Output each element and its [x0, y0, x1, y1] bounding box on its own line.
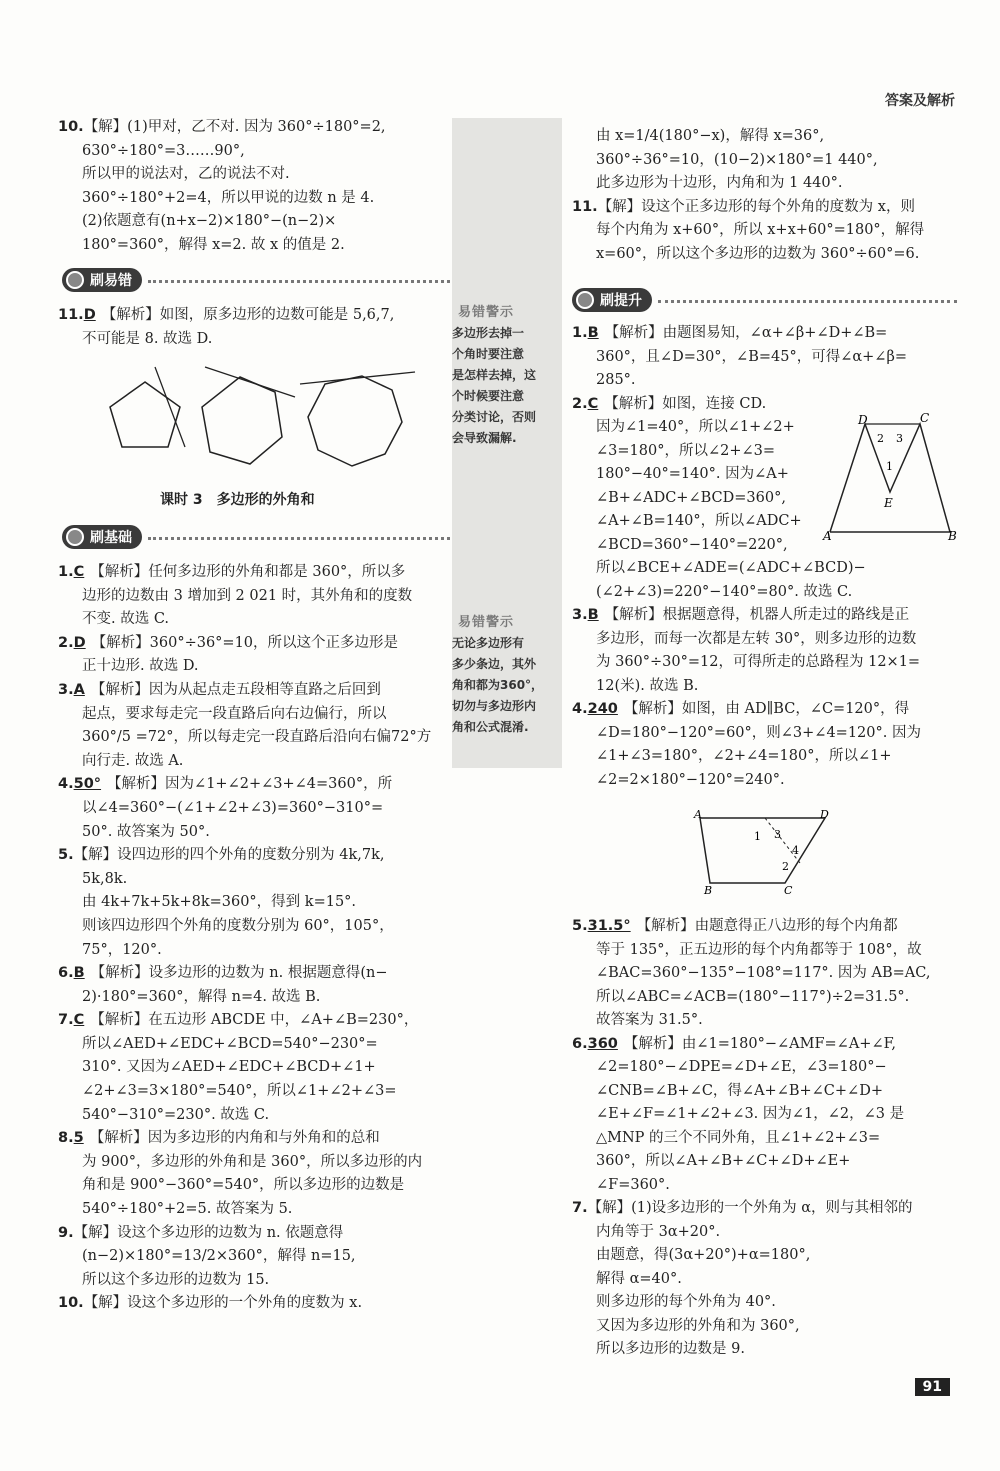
left-jichu-block	[58, 561, 448, 1316]
line-text: 为 360°÷30°=12，可得所走的总路程为 12×1=	[596, 654, 921, 670]
item-number: 6.	[58, 965, 74, 982]
section-jichu	[62, 524, 450, 550]
text-line	[58, 797, 448, 821]
line-text: x=60°，所以这个多边形的边数为 360°÷60°=6.	[596, 245, 920, 262]
angle-2: 2	[782, 860, 789, 873]
text-line	[572, 369, 962, 393]
text-line	[572, 915, 962, 939]
right-tisheng-block	[572, 322, 962, 792]
text-line	[58, 703, 448, 727]
text-line	[58, 1269, 448, 1293]
text-line	[58, 1245, 448, 1269]
line-text: ∠3=180°，所以∠2+∠3=	[596, 442, 775, 459]
answer-choice: C	[587, 395, 599, 412]
label-e: E	[884, 496, 893, 510]
answer-choice: B	[587, 607, 599, 623]
line-text: 不变. 故选 C.	[82, 611, 170, 628]
item-number: 10.	[58, 119, 84, 135]
line-text: 【解】设这个正多边形的每个外角的度数为 x，则	[597, 198, 915, 215]
text-line	[572, 962, 962, 986]
polygon-figure	[100, 362, 430, 482]
line-text: 所以多边形的边数是 9.	[596, 1341, 745, 1357]
answer-choice: C	[73, 1012, 85, 1029]
label-a: A	[823, 529, 832, 542]
item-number: 9.	[58, 1224, 74, 1241]
line-text: 以∠4=360°−(∠1+∠2+∠3)=360°−310°=	[82, 799, 384, 816]
text-line	[572, 722, 962, 746]
section-label: 刷提升	[572, 288, 652, 312]
line-text: 【解】(1)甲对，乙不对. 因为 360°÷180°=2,	[83, 119, 386, 135]
line-text: 为 900°，多边形的外角和是 360°，所以多边形的内	[82, 1153, 423, 1170]
text-line	[58, 328, 448, 352]
line-text: 由 4k+7k+5k+8k=360°，得到 k=15°.	[82, 894, 357, 911]
text-line	[572, 1103, 962, 1127]
divider	[148, 280, 450, 283]
text-line	[572, 1221, 962, 1245]
line-text: 所以甲的说法对，乙的说法不对.	[82, 166, 290, 182]
line-text: (∠2+∠3)=220°−140°=80°. 故选 C.	[596, 583, 853, 600]
text-line	[572, 581, 962, 605]
side-note-line: 角和都为360°，	[452, 678, 544, 692]
text-line	[58, 655, 448, 679]
text-line	[572, 1127, 962, 1151]
page-number: 91	[915, 1378, 950, 1396]
line-text: 310°. 又因为∠AED+∠EDC+∠BCD+∠1+	[82, 1059, 376, 1076]
line-text: 多边形，而每一次都是左转 30°，则多边形的边数	[596, 630, 917, 647]
line-text: 边形的边数由 3 增加到 2 021 时，其外角和的度数	[82, 587, 413, 604]
text-line	[58, 679, 448, 703]
answer-choice: C	[73, 564, 85, 580]
text-line	[572, 628, 962, 652]
side-note-line: 个角时要注意	[452, 347, 525, 361]
text-line	[572, 322, 962, 346]
text-line	[572, 172, 962, 196]
line-text: ∠2=180°−∠DPE=∠D+∠E，∠3=180°−	[596, 1059, 887, 1075]
text-line	[58, 163, 448, 187]
text-line	[58, 1033, 448, 1057]
text-line	[572, 1009, 962, 1033]
line-text: 50°. 故答案为 50°.	[82, 823, 210, 840]
side-note-1	[452, 302, 562, 449]
line-text: 因为∠1=40°，所以∠1+∠2+	[596, 419, 795, 435]
line-text: 630°÷180°=3……90°,	[82, 142, 245, 159]
line-text: 285°.	[596, 372, 636, 388]
item-number: 11.	[58, 307, 84, 323]
label-b: B	[948, 529, 957, 542]
section-tisheng	[572, 287, 957, 313]
section-label: 刷基础	[62, 525, 142, 549]
line-text: 【解】设四边形的四个外角的度数分别为 4k,7k,	[73, 847, 385, 864]
text-line	[58, 868, 448, 892]
answer-choice: B	[73, 965, 85, 982]
angle-1: 1	[886, 460, 893, 473]
warning-tag: 易错警示	[458, 305, 515, 320]
text-line	[58, 116, 448, 140]
line-text: 由 x=1/4(180°−x)，解得 x=36°,	[596, 128, 825, 144]
answer-choice: D	[83, 307, 96, 323]
text-line	[58, 962, 448, 986]
line-text: 由题意，得(3α+20°)+α=180°,	[596, 1247, 811, 1263]
line-text: (n−2)×180°=13/2×360°，解得 n=15,	[82, 1248, 356, 1265]
left-top-block	[58, 116, 448, 257]
side-note-line: 是怎样去掉，这	[452, 368, 537, 382]
line-text: 不可能是 8. 故选 D.	[82, 330, 213, 347]
text-line	[572, 1244, 962, 1268]
item-number: 4.	[572, 701, 588, 717]
side-note-line: 角和公式混淆.	[452, 720, 529, 734]
answer-choice: B	[587, 325, 599, 341]
text-line	[572, 1315, 962, 1339]
label-d: D	[820, 808, 829, 821]
text-line	[572, 1174, 962, 1198]
text-line	[572, 986, 962, 1010]
text-line	[58, 1080, 448, 1104]
text-line	[58, 140, 448, 164]
item-number: 4.	[58, 776, 74, 793]
line-text: ∠D=180°−120°=60°，则∠3+∠4=120°. 因为	[596, 724, 921, 741]
text-line	[58, 1151, 448, 1175]
line-text: 所以∠BCE+∠ADE=(∠ADC+∠BCD)−	[596, 560, 866, 576]
line-text: ∠B+∠ADC+∠BCD=360°,	[596, 489, 786, 506]
text-line	[58, 1056, 448, 1080]
item-number: 7.	[58, 1012, 74, 1029]
text-line	[572, 675, 962, 699]
text-line	[572, 346, 962, 370]
answer-choice: 50°	[73, 776, 102, 793]
line-text: (2)依题意有(n+x−2)×180°−(n−2)×	[82, 213, 337, 229]
text-line	[572, 1033, 962, 1057]
line-text: 【解析】因为多边形的内角和与外角和的总和	[89, 1130, 380, 1147]
line-text: 【解】(1)设多边形的一个外角为 α，则与其相邻的	[587, 1200, 913, 1216]
text-line	[58, 726, 448, 750]
answer-choice: 360	[587, 1035, 618, 1052]
divider	[148, 537, 450, 540]
trapezoid-figure	[690, 808, 850, 898]
text-line	[572, 219, 962, 243]
line-text: 5k,8k.	[82, 870, 128, 887]
text-line	[58, 750, 448, 774]
right-top-block	[572, 125, 962, 266]
item-number: 10.	[58, 1295, 84, 1312]
answer-choice: 31.5°	[587, 918, 631, 934]
text-line	[572, 745, 962, 769]
text-line	[572, 604, 962, 628]
label-d: D	[858, 413, 868, 427]
line-text: 360°÷36°=10，(10−2)×180°=1 440°,	[596, 151, 878, 168]
text-line	[58, 234, 448, 258]
line-text: 【解析】任何多边形的外角和都是 360°，所以多	[90, 564, 406, 580]
line-text: 又因为多边形的外角和为 360°,	[596, 1317, 800, 1334]
line-text: ∠BAC=360°−135°−108°=117°. 因为 AB=AC,	[596, 965, 931, 981]
side-note-2	[452, 612, 562, 738]
text-line	[572, 1291, 962, 1315]
text-line	[58, 821, 448, 845]
line-text: 【解析】如图，连接 CD.	[604, 395, 767, 412]
text-line	[58, 304, 448, 328]
line-text: 所以∠AED+∠EDC+∠BCD=540°−230°=	[82, 1035, 378, 1052]
warning-tag: 易错警示	[458, 615, 515, 630]
text-line	[572, 1150, 962, 1174]
line-text: 故答案为 31.5°.	[596, 1012, 703, 1028]
text-line	[58, 891, 448, 915]
text-line	[572, 1080, 962, 1104]
item-number: 3.	[58, 681, 74, 698]
right-bottom-block	[572, 915, 962, 1362]
pentagon-shape	[110, 382, 180, 447]
line-text: 【解析】因为∠1+∠2+∠3+∠4=360°，所	[107, 776, 393, 793]
text-line	[58, 210, 448, 234]
angle-2: 2	[877, 432, 884, 445]
line-text: 解得 α=40°.	[596, 1270, 682, 1287]
hexagon-shape	[202, 377, 282, 464]
line-text: ∠A+∠B=140°，所以∠ADC+	[596, 513, 802, 529]
line-text: ∠1+∠3=180°，∠2+∠4=180°，所以∠1+	[596, 748, 892, 764]
line-text: 【解析】设多边形的边数为 n. 根据题意得(n−	[90, 965, 388, 982]
lesson-title: 课时 3 多边形的外角和	[160, 492, 315, 508]
text-line	[58, 608, 448, 632]
line-text: 起点，要求每走完一段直路后向右边偏行，所以	[82, 705, 387, 722]
item-number: 3.	[572, 607, 588, 623]
side-note-line: 会导致漏解.	[452, 431, 517, 445]
line-text: 所以∠ABC=∠ACB=(180°−117°)÷2=31.5°.	[596, 988, 910, 1005]
text-line	[58, 986, 448, 1010]
label-c: C	[920, 412, 930, 425]
left-cuoyi-block	[58, 304, 448, 351]
text-line	[572, 1268, 962, 1292]
side-note-line: 多边形去掉一	[452, 326, 525, 340]
line-text: 内角等于 3α+20°.	[596, 1223, 721, 1240]
line-text: 540°÷180°+2=5. 故答案为 5.	[82, 1201, 293, 1218]
text-line	[58, 939, 448, 963]
line-text: 此多边形为十边形，内角和为 1 440°.	[596, 175, 843, 191]
text-line	[572, 149, 962, 173]
item-number: 2.	[58, 634, 74, 651]
line-text: 【解析】如图，原多边形的边数可能是 5,6,7,	[101, 307, 395, 323]
line-text: 180°−40°=140°. 因为∠A+	[596, 466, 789, 482]
text-line	[572, 1056, 962, 1080]
text-line	[572, 243, 962, 267]
text-line	[572, 125, 962, 149]
text-line	[58, 1104, 448, 1128]
line-text: 360°，所以∠A+∠B+∠C+∠D+∠E+	[596, 1153, 851, 1169]
text-line	[572, 939, 962, 963]
label-c: C	[784, 884, 793, 897]
line-text: 则该四边形四个外角的度数分别为 60°，105°，	[82, 917, 394, 934]
text-line	[58, 1292, 448, 1316]
section-label: 刷易错	[62, 268, 142, 292]
text-line	[58, 1009, 448, 1033]
side-note-line: 切勿与多边形内	[452, 699, 537, 713]
line-text: 【解析】因为从起点走五段相等直路之后回到	[90, 681, 381, 698]
line-text: 180°=360°，解得 x=2. 故 x 的值是 2.	[82, 236, 345, 253]
item-number: 8.	[58, 1130, 74, 1147]
line-text: 正十边形. 故选 D.	[82, 658, 199, 675]
text-line	[572, 196, 962, 220]
item-number: 5.	[572, 918, 588, 934]
line-text: 等于 135°，正五边形的每个内角都等于 108°，故	[596, 941, 922, 958]
text-line	[58, 844, 448, 868]
line-text: ∠BCD=360°−140°=220°,	[596, 536, 788, 553]
item-number: 2.	[572, 395, 588, 412]
header-title: 答案及解析	[885, 93, 955, 109]
answer-choice: 5	[73, 1130, 84, 1147]
line-text: 【解析】由题图易知，∠α+∠β+∠D+∠B=	[604, 325, 888, 341]
line-text: 【解析】由∠1=180°−∠AMF=∠A+∠F,	[623, 1035, 896, 1052]
text-line	[58, 561, 448, 585]
line-text: 【解析】根据题意得，机器人所走过的路线是正	[604, 607, 910, 623]
section-cuoyi	[62, 267, 450, 293]
text-line	[58, 1198, 448, 1222]
line-text: ∠2=2×180°−120°=240°.	[596, 771, 785, 788]
answer-choice: 240	[587, 701, 618, 717]
line-text: ∠2+∠3=3×180°=540°，所以∠1+∠2+∠3=	[82, 1083, 397, 1100]
item-number: 7.	[572, 1200, 588, 1216]
line-text: ∠E+∠F=∠1+∠2+∠3. 因为∠1，∠2，∠3 是	[596, 1106, 905, 1122]
answer-choice: A	[73, 681, 85, 698]
item-number: 6.	[572, 1035, 588, 1052]
side-note-line: 多少条边，其外	[452, 657, 537, 671]
text-line	[572, 1338, 962, 1362]
line-text: 所以这个多边形的边数为 15.	[82, 1271, 270, 1288]
text-line	[58, 773, 448, 797]
angle-3: 3	[774, 828, 781, 841]
divider	[658, 300, 957, 303]
text-line	[58, 1127, 448, 1151]
angle-4: 4	[792, 844, 799, 857]
angle-3: 3	[896, 432, 903, 445]
line-text: 每个内角为 x+60°，所以 x+x+60°=180°，解得	[596, 222, 925, 238]
line-text: 角和是 900°−360°=540°，所以多边形的边数是	[82, 1177, 405, 1194]
line-text: 【解析】由题意得正八边形的每个内角都	[636, 918, 898, 934]
cut-line	[300, 372, 415, 384]
text-line	[572, 769, 962, 793]
cut-line	[205, 367, 295, 397]
text-line	[572, 698, 962, 722]
answer-choice: D	[73, 634, 86, 651]
line-text: △MNP 的三个不同外角，且∠1+∠2+∠3=	[596, 1129, 881, 1146]
line-text: 【解析】在五边形 ABCDE 中，∠A+∠B=230°，	[90, 1012, 419, 1029]
item-number: 1.	[58, 564, 74, 580]
side-note-line: 无论多边形有	[452, 636, 525, 650]
text-line	[58, 585, 448, 609]
line-text: 【解】设这个多边形的一个外角的度数为 x.	[83, 1295, 363, 1312]
outline	[830, 424, 950, 532]
line-text: 【解析】如图，由 AD∥BC，∠C=120°，得	[623, 701, 910, 717]
text-line	[58, 915, 448, 939]
triangle-figure	[820, 412, 960, 542]
item-number: 5.	[58, 847, 74, 864]
angle-1: 1	[754, 830, 761, 843]
side-note-line: 分类讨论，否则	[452, 410, 537, 424]
text-line	[58, 632, 448, 656]
line-text: 360°，且∠D=30°，∠B=45°，可得∠α+∠β=	[596, 348, 907, 365]
line-text: 【解析】360°÷36°=10，所以这个正多边形是	[91, 634, 399, 651]
line-text: 【解】设这个多边形的边数为 n. 依题意得	[73, 1224, 344, 1241]
label-a: A	[694, 808, 702, 821]
text-line	[572, 557, 962, 581]
line-text: 向行走. 故选 A.	[82, 752, 184, 769]
heptagon-shape	[308, 376, 402, 466]
line-text: 75°，120°.	[82, 941, 162, 958]
line-text: 2)·180°=360°，解得 n=4. 故选 B.	[82, 988, 321, 1005]
item-number: 1.	[572, 325, 588, 341]
line-text: ∠F=360°.	[596, 1176, 670, 1193]
text-line	[572, 1197, 962, 1221]
line-text: 则多边形的每个外角为 40°.	[596, 1294, 776, 1310]
text-line	[58, 1222, 448, 1246]
line-text: ∠CNB=∠B+∠C，得∠A+∠B+∠C+∠D+	[596, 1082, 883, 1099]
text-line	[58, 187, 448, 211]
line-text: 360°÷180°+2=4，所以甲说的边数 n 是 4.	[82, 189, 375, 206]
text-line	[572, 651, 962, 675]
item-number: 11.	[572, 198, 598, 215]
line-text: 12(米). 故选 B.	[596, 677, 699, 694]
line-text: 360°/5 =72°，所以每走完一段直路后沿向右偏72°方	[82, 729, 432, 746]
line-text: 540°−310°=230°. 故选 C.	[82, 1106, 270, 1123]
label-b: B	[704, 884, 713, 897]
text-line	[58, 1174, 448, 1198]
trapezoid-shape	[700, 818, 825, 883]
side-note-line: 个时候要注意	[452, 389, 525, 403]
